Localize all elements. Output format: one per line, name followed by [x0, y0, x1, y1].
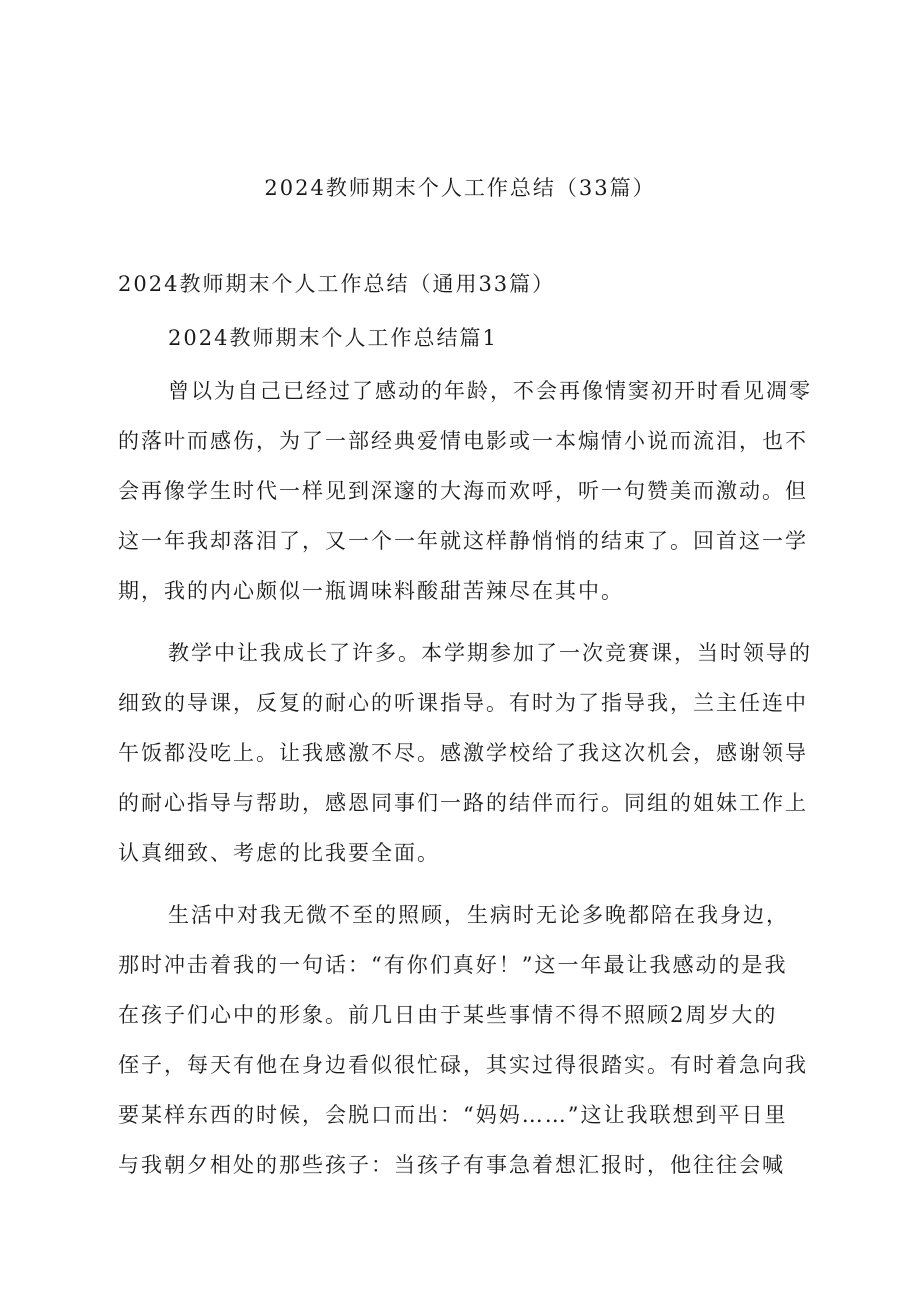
paragraph-line: 那时冲击着我的一句话：“有你们真好！”这一年最让我感动的是我 — [118, 953, 788, 977]
paragraph-line: 在孩子们心中的形象。前几日由于某些事情不得不照顾2周岁大的 — [118, 1003, 778, 1027]
paragraph-3 — [118, 890, 818, 1190]
paragraph-line: 侄子，每天有他在身边看似很忙碌，其实过得很踏实。有时着急向我 — [118, 1053, 808, 1077]
paragraph-line: 要某样东西的时候，会脱口而出：“妈妈……”这让我联想到平日里 — [118, 1103, 788, 1127]
paragraph-line: 午饭都没吃上。让我感激不尽。感激学校给了我这次机会，感谢领导 — [118, 741, 808, 765]
paragraph-line: 这一年我却落泪了，又一个一年就这样静悄悄的结束了。回首这一学 — [118, 529, 808, 553]
paragraph-line: 教学中让我成长了许多。本学期参加了一次竞赛课，当时领导的 — [168, 641, 812, 665]
paragraph-line: 期，我的内心颇似一瓶调味料酸甜苦辣尽在其中。 — [118, 579, 624, 603]
paragraph-line: 与我朝夕相处的那些孩子：当孩子有事急着想汇报时，他往往会喊 — [118, 1153, 785, 1177]
body-text — [118, 366, 818, 1202]
document-subtitle: 2024教师期末个人工作总结（通用33篇） — [118, 272, 556, 296]
paragraph-2 — [118, 628, 818, 878]
section-heading: 2024教师期末个人工作总结篇1 — [168, 326, 498, 350]
paragraph-line: 认真细致、考虑的比我要全面。 — [118, 841, 440, 865]
paragraph-line: 的落叶而感伤，为了一部经典爱情电影或一本煽情小说而流泪，也不 — [118, 429, 808, 453]
document-title: 2024教师期末个人工作总结（33篇） — [264, 176, 656, 200]
paragraph-1 — [118, 366, 818, 616]
paragraph-line: 细致的导课，反复的耐心的听课指导。有时为了指导我，兰主任连中 — [118, 691, 808, 715]
paragraph-line: 曾以为自己已经过了感动的年龄，不会再像情窦初开时看见凋零 — [168, 379, 812, 403]
paragraph-line: 生活中对我无微不至的照顾，生病时无论多晚都陪在我身边， — [168, 903, 789, 927]
paragraph-line: 的耐心指导与帮助，感恩同事们一路的结伴而行。同组的姐妹工作上 — [118, 791, 808, 815]
paragraph-line: 会再像学生时代一样见到深邃的大海而欢呼，听一句赞美而激动。但 — [118, 479, 808, 503]
